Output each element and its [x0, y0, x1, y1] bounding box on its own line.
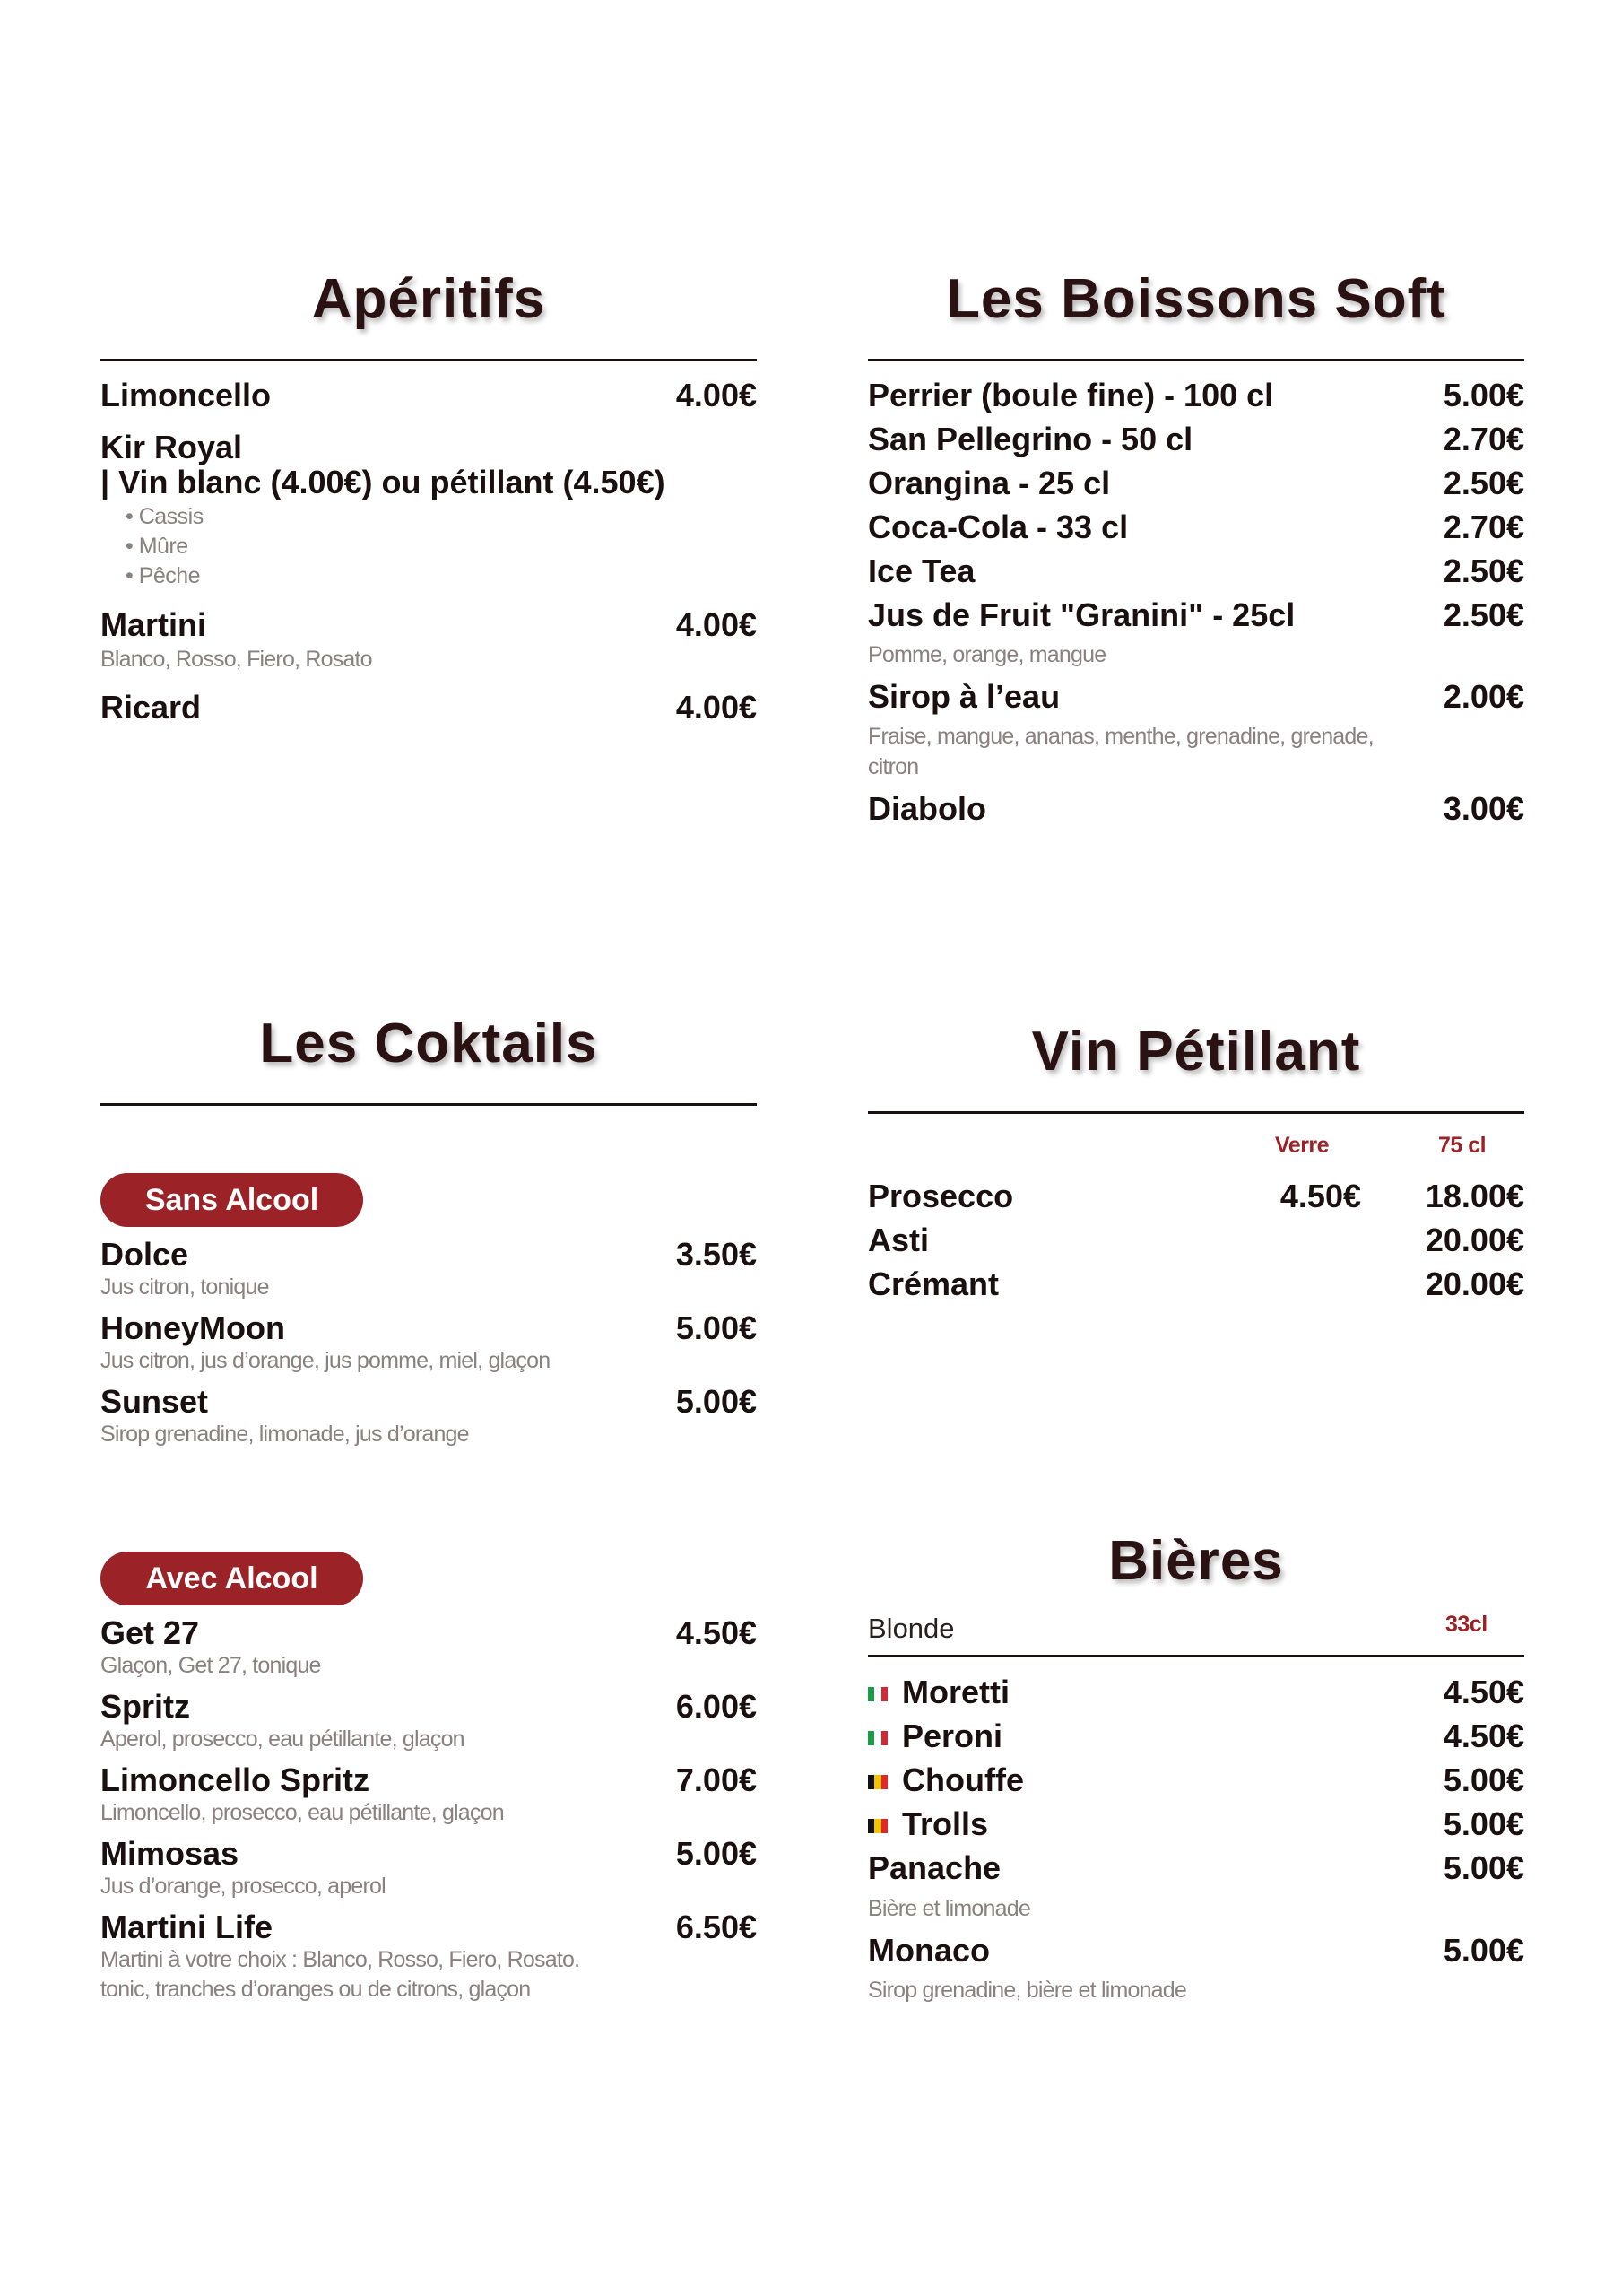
- item-price: 3.50€: [675, 1236, 757, 1273]
- menu-item: [100, 1236, 757, 1274]
- item-price: 3.00€: [1443, 790, 1524, 827]
- vin-title: Vin Pétillant: [1031, 1021, 1361, 1083]
- menu-item: [100, 377, 757, 414]
- col-header-bottle: 75 cl: [1438, 1133, 1487, 1158]
- item-price: 2.50€: [1443, 552, 1524, 589]
- wine-price-bottle: 20.00€: [1425, 1265, 1524, 1302]
- wine-row: [868, 1178, 1524, 1219]
- item-name: Peroni: [902, 1718, 1003, 1754]
- menu-item: [100, 1688, 757, 1726]
- menu-item: [868, 552, 1524, 590]
- option-mure: • Mûre: [126, 534, 188, 559]
- item-price: 4.50€: [1443, 1674, 1524, 1710]
- menu-item: [868, 421, 1524, 458]
- bieres-title: Bières: [1108, 1530, 1284, 1592]
- item-description: Bière et limonade: [868, 1896, 1030, 1921]
- item-name: Spritz: [100, 1688, 191, 1725]
- item-name: Ricard: [100, 689, 202, 726]
- wine-price-verre: 4.50€: [1279, 1178, 1361, 1214]
- italy-flag-icon: [868, 1687, 888, 1701]
- item-price: 5.00€: [675, 1309, 757, 1346]
- item-description: Sirop grenadine, limonade, jus d’orange: [100, 1422, 469, 1447]
- item-description: Jus d’orange, prosecco, aperol: [100, 1874, 386, 1899]
- item-name-wrap: [868, 1718, 1002, 1755]
- item-name: Sunset: [100, 1383, 209, 1420]
- menu-item: [100, 689, 757, 726]
- item-price: 4.00€: [675, 689, 757, 726]
- item-description: Martini à votre choix : Blanco, Rosso, Fiero, Rosato.: [100, 1947, 580, 1972]
- item-name-wrap: [868, 1805, 988, 1843]
- item-name: Martini: [100, 606, 207, 643]
- menu-item: [868, 790, 1524, 828]
- menu-item: [100, 1383, 757, 1421]
- item-name: Martini Life: [100, 1909, 273, 1945]
- item-name: Dolce: [100, 1236, 189, 1273]
- item-name: Limoncello Spritz: [100, 1761, 370, 1798]
- item-price: 4.00€: [675, 377, 757, 413]
- beer-item: [868, 1849, 1524, 1887]
- cocktails-title: Les Coktails: [259, 1013, 598, 1074]
- col-header-verre: Verre: [1275, 1133, 1330, 1158]
- menu-item: [868, 596, 1524, 634]
- item-name: Jus de Fruit "Granini" - 25cl: [868, 596, 1296, 633]
- item-description: Glaçon, Get 27, tonique: [100, 1653, 321, 1678]
- beer-item: [868, 1761, 1524, 1799]
- wine-name: Prosecco: [868, 1178, 1014, 1214]
- menu-item: [100, 1835, 757, 1873]
- aperitifs-divider: [100, 359, 757, 361]
- aperitifs-title: Apéritifs: [311, 268, 546, 330]
- wine-name: Asti: [868, 1222, 930, 1258]
- item-description: Fraise, mangue, ananas, menthe, grenadine, grenade,: [868, 724, 1374, 749]
- item-name: Coca-Cola - 33 cl: [868, 509, 1129, 545]
- avec-alcool-badge: Avec Alcool: [100, 1552, 363, 1605]
- item-price: 5.00€: [675, 1383, 757, 1420]
- item-name-wrap: [868, 1761, 1024, 1799]
- item-name: Ice Tea: [868, 552, 976, 589]
- col-header-size: 33cl: [1445, 1612, 1488, 1637]
- item-price: 6.50€: [675, 1909, 757, 1945]
- item-description: Jus citron, tonique: [100, 1274, 269, 1300]
- item-price: 5.00€: [1443, 1849, 1524, 1886]
- menu-item: [868, 377, 1524, 414]
- item-name: Panache: [868, 1849, 1002, 1886]
- menu-item: [100, 1761, 757, 1799]
- belgium-flag-icon: [868, 1775, 888, 1789]
- item-price: 4.50€: [675, 1614, 757, 1651]
- item-name: Get 27: [100, 1614, 200, 1651]
- menu-item: [100, 1909, 757, 1946]
- item-name: Mimosas: [100, 1835, 239, 1872]
- item-description: Aperol, prosecco, eau pétillante, glaçon: [100, 1726, 464, 1752]
- item-price: 2.00€: [1443, 678, 1524, 715]
- item-name: Sirop à l’eau: [868, 678, 1061, 715]
- bieres-divider: [868, 1655, 1524, 1657]
- item-description-cont: tonic, tranches d’oranges ou de citrons, glaçon: [100, 1977, 531, 2002]
- wine-price-bottle: 20.00€: [1425, 1222, 1524, 1258]
- item-description: Jus citron, jus d’orange, jus pomme, miel, glaçon: [100, 1348, 551, 1373]
- item-price: 2.70€: [1443, 509, 1524, 545]
- bieres-subtitle: Blonde: [868, 1613, 955, 1644]
- beer-item: [868, 1932, 1524, 1970]
- menu-item: [100, 1614, 757, 1652]
- item-description: Pomme, orange, mangue: [868, 642, 1106, 667]
- item-name: Limoncello: [100, 377, 272, 413]
- wine-row: [868, 1265, 1524, 1307]
- item-name: HoneyMoon: [100, 1309, 285, 1346]
- item-price: 7.00€: [675, 1761, 757, 1798]
- item-description-cont: citron: [868, 754, 919, 779]
- item-description: Sirop grenadine, bière et limonade: [868, 1978, 1186, 2003]
- sans-alcool-badge: Sans Alcool: [100, 1173, 363, 1227]
- item-name: San Pellegrino - 50 cl: [868, 421, 1193, 457]
- item-price: 6.00€: [675, 1688, 757, 1725]
- menu-item: [100, 606, 757, 644]
- menu-item: [100, 1309, 757, 1347]
- item-price: 5.00€: [675, 1835, 757, 1872]
- menu-item: [868, 509, 1524, 546]
- beer-item: [868, 1718, 1524, 1755]
- item-price: 5.00€: [1443, 1932, 1524, 1969]
- beer-item: [868, 1805, 1524, 1843]
- item-name: Trolls: [902, 1805, 989, 1842]
- option-cassis: • Cassis: [126, 504, 204, 529]
- menu-item-subtitle: [100, 464, 757, 501]
- item-description: Blanco, Rosso, Fiero, Rosato: [100, 647, 372, 672]
- wine-row: [868, 1222, 1524, 1263]
- item-name: Moretti: [902, 1674, 1010, 1710]
- cocktails-divider: [100, 1103, 757, 1106]
- menu-item: [100, 429, 757, 466]
- menu-item: [868, 678, 1524, 716]
- soft-title: Les Boissons Soft: [946, 268, 1446, 330]
- item-name-wrap: [868, 1674, 1010, 1711]
- item-price: 2.70€: [1443, 421, 1524, 457]
- vin-divider: [868, 1111, 1524, 1114]
- item-price: 5.00€: [1443, 377, 1524, 413]
- option-peche: • Pêche: [126, 563, 201, 588]
- item-price: 4.50€: [1443, 1718, 1524, 1754]
- beer-item: [868, 1674, 1524, 1711]
- item-name: Kir Royal: [100, 429, 243, 465]
- item-description: Limoncello, prosecco, eau pétillante, glaçon: [100, 1800, 504, 1825]
- item-name: Chouffe: [902, 1761, 1024, 1798]
- belgium-flag-icon: [868, 1819, 888, 1833]
- italy-flag-icon: [868, 1731, 888, 1745]
- item-name: Perrier (boule fine) - 100 cl: [868, 377, 1274, 413]
- soft-divider: [868, 359, 1524, 361]
- item-price: 5.00€: [1443, 1805, 1524, 1842]
- item-subtitle: | Vin blanc (4.00€) ou pétillant (4.50€): [100, 464, 665, 500]
- item-name: Monaco: [868, 1932, 991, 1969]
- item-price: 2.50€: [1443, 596, 1524, 633]
- menu-item: [868, 465, 1524, 502]
- item-price: 5.00€: [1443, 1761, 1524, 1798]
- item-price: 4.00€: [675, 606, 757, 643]
- item-price: 2.50€: [1443, 465, 1524, 501]
- item-name: Orangina - 25 cl: [868, 465, 1111, 501]
- wine-name: Crémant: [868, 1265, 1000, 1302]
- wine-price-bottle: 18.00€: [1425, 1178, 1524, 1214]
- item-name: Diabolo: [868, 790, 986, 827]
